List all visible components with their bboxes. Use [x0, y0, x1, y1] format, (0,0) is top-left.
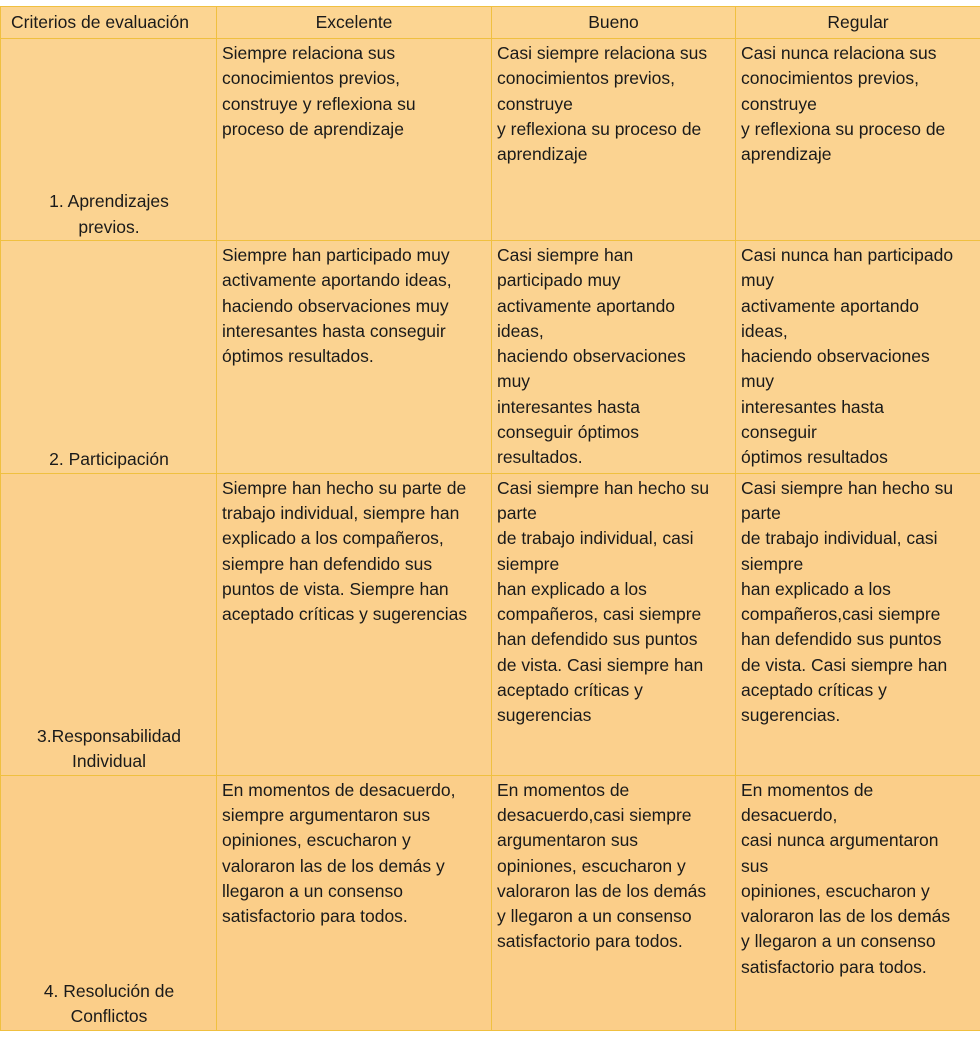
header-bueno: Bueno	[492, 7, 736, 39]
criterion-cell: 1. Aprendizajes previos.	[1, 39, 217, 241]
regular-cell: Casi nunca relaciona sus conocimientos previos, construye y reflexiona su proceso de aprendizaje	[736, 39, 980, 241]
header-criterios: Criterios de evaluación	[1, 7, 217, 39]
regular-cell: Casi nunca han participado muy activamente aportando ideas, haciendo observaciones muy interesantes hasta conseguir óptimos resultados	[736, 241, 980, 474]
criterion-cell: 4. Resolución de Conflictos	[1, 775, 217, 1030]
table-row	[1, 39, 980, 241]
header-regular: Regular	[736, 7, 980, 39]
bueno-cell: Casi siempre han hecho su parte de trabajo individual, casi siempre han explicado a los compañeros, casi siempre han defendido sus puntos de vista. Casi siempre han aceptado críticas y sugerencias	[492, 473, 736, 775]
regular-cell: En momentos de desacuerdo, casi nunca argumentaron sus opiniones, escucharon y valoraron las de los demás y llegaron a un consenso satisfactorio para todos.	[736, 775, 980, 1030]
evaluation-rubric-table	[0, 6, 980, 1031]
criterion-cell: 3.Responsabilidad Individual	[1, 473, 217, 775]
bueno-cell: Casi siempre relaciona sus conocimientos previos, construye y reflexiona su proceso de aprendizaje	[492, 39, 736, 241]
bueno-cell: Casi siempre han participado muy activamente aportando ideas, haciendo observaciones muy interesantes hasta conseguir óptimos resultados.	[492, 241, 736, 474]
excelente-cell: En momentos de desacuerdo, siempre argumentaron sus opiniones, escucharon y valoraron las de los demás y llegaron a un consenso satisfactorio para todos.	[217, 775, 492, 1030]
excelente-cell: Siempre han hecho su parte de trabajo individual, siempre han explicado a los compañeros, siempre han defendido sus puntos de vista. Siempre han aceptado críticas y sugerencias	[217, 473, 492, 775]
header-row	[1, 7, 980, 39]
excelente-cell: Siempre relaciona sus conocimientos previos, construye y reflexiona su proceso de aprendizaje	[217, 39, 492, 241]
header-excelente: Excelente	[217, 7, 492, 39]
table-row	[1, 775, 980, 1030]
table-row	[1, 473, 980, 775]
criterion-cell: 2. Participación	[1, 241, 217, 474]
bueno-cell: En momentos de desacuerdo,casi siempre argumentaron sus opiniones, escucharon y valoraron las de los demás y llegaron a un consenso satisfactorio para todos.	[492, 775, 736, 1030]
regular-cell: Casi siempre han hecho su parte de trabajo individual, casi siempre han explicado a los compañeros,casi siempre han defendido sus puntos de vista. Casi siempre han aceptado críticas y sugerencias.	[736, 473, 980, 775]
table-row	[1, 241, 980, 474]
excelente-cell: Siempre han participado muy activamente aportando ideas, haciendo observaciones muy interesantes hasta conseguir óptimos resultados.	[217, 241, 492, 474]
